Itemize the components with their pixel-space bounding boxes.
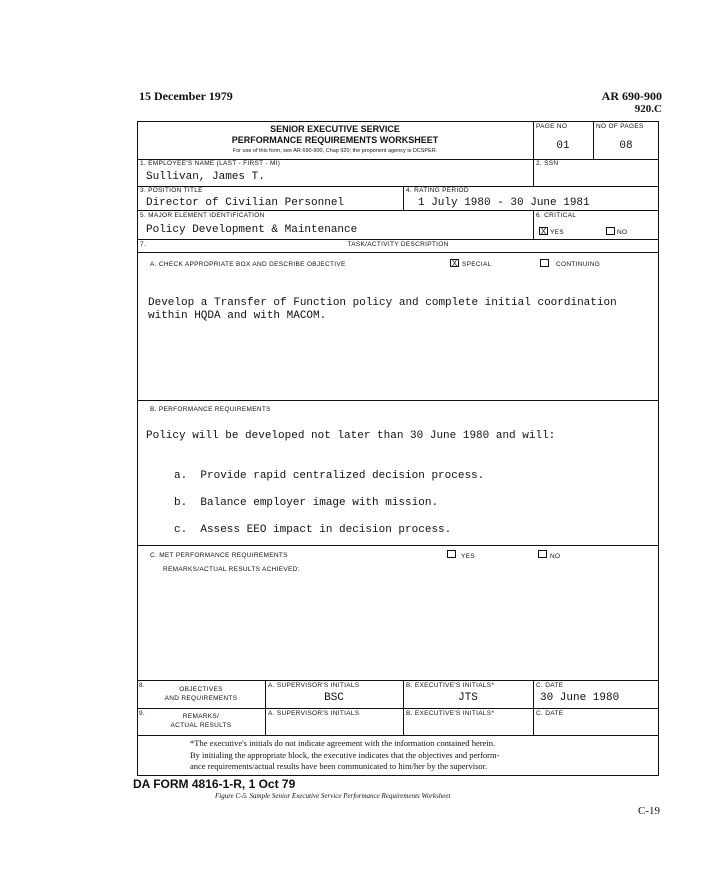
row9-executive-label: B. EXECUTIVE'S INITIALS*: [406, 710, 495, 717]
row9-number: 9.: [139, 710, 146, 717]
form-title-line2: PERFORMANCE REQUIREMENTS WORKSHEET: [231, 135, 439, 145]
met-yes-checkbox[interactable]: [447, 550, 456, 558]
remarks-label: REMARKS/ACTUAL RESULTS ACHIEVED:: [163, 566, 300, 573]
requirement-item: c. Assess EEO impact in decision process.: [174, 523, 452, 536]
task-header: TASK/ACTIVITY DESCRIPTION: [347, 241, 449, 248]
objective-line-1: Develop a Transfer of Function policy and complete initial coordination: [148, 297, 617, 309]
row9-supervisor-label: A. SUPERVISOR'S INITIALS: [268, 710, 360, 717]
requirement-item: b. Balance employer image with mission.: [174, 496, 439, 509]
met-no-checkbox[interactable]: [538, 550, 547, 558]
major-element-label: 5. MAJOR ELEMENT IDENTIFICATION: [140, 212, 265, 219]
position-title-field[interactable]: Director of Civilian Personnel: [146, 197, 345, 209]
footnote-line-3: ance requirements/actual results have been communicated to him/her by the supervisor.: [190, 761, 488, 771]
employee-name-label: 1. EMPLOYEE'S NAME (LAST - FIRST - MI): [140, 160, 281, 167]
critical-label: 6. CRITICAL: [536, 212, 577, 219]
continuing-label: CONTINUING: [556, 261, 601, 268]
objective-label: A. CHECK APPROPRIATE BOX AND DESCRIBE OBJECTIVE: [150, 261, 346, 268]
row8-label-2: AND REQUIREMENTS: [164, 695, 238, 702]
met-no-label: NO: [550, 553, 561, 560]
row8-supervisor-label: A. SUPERVISOR'S INITIALS: [268, 682, 360, 689]
form-border: [137, 121, 659, 776]
major-element-field[interactable]: Policy Development & Maintenance: [146, 224, 358, 236]
row8-date[interactable]: 30 June 1980: [540, 692, 620, 704]
no-of-pages-label: NO OF PAGES: [596, 123, 644, 130]
met-yes-label: YES: [461, 553, 475, 560]
critical-yes-label: YES: [550, 229, 564, 236]
continuing-checkbox[interactable]: [540, 259, 549, 267]
ssn-label: 2. SSN: [536, 160, 559, 167]
row8-supervisor-initials[interactable]: BSC: [324, 692, 344, 704]
requirement-item: a. Provide rapid centralized decision process.: [174, 469, 485, 482]
objective-line-2: within HQDA and with MACOM.: [148, 310, 327, 322]
position-title-label: 3. POSITION TITLE: [140, 187, 203, 194]
requirements-label: B. PERFORMANCE REQUIREMENTS: [150, 406, 271, 413]
row8-label-1: OBJECTIVES: [179, 686, 223, 693]
critical-yes-checkbox[interactable]: X: [540, 227, 547, 236]
row9-label-2: ACTUAL RESULTS: [170, 722, 232, 729]
requirements-intro: Policy will be developed not later than 30 June 1980 and will:: [146, 430, 556, 442]
special-label: SPECIAL: [462, 261, 492, 268]
rating-period-field[interactable]: 1 July 1980 - 30 June 1981: [418, 197, 590, 209]
critical-no-checkbox[interactable]: [606, 227, 615, 235]
page-number: C-19: [638, 805, 660, 817]
row9-label-1: REMARKS/: [182, 713, 220, 720]
footnote-line-1: *The executive's initials do not indicate agreement with the information contained herein.: [190, 738, 496, 748]
rating-period-label: 4. RATING PERIOD: [406, 187, 469, 194]
header-chapter: 920.C: [634, 103, 662, 115]
form-title-line1: SENIOR EXECUTIVE SERVICE: [270, 124, 400, 134]
special-checkbox[interactable]: X: [451, 259, 458, 268]
row8-date-label: C. DATE: [536, 682, 564, 689]
header-regulation: AR 690-900: [601, 89, 662, 103]
footnote-line-2: By initialing the appropriate block, the executive indicates that the objectives and perform-: [190, 749, 500, 760]
met-requirements-label: C. MET PERFORMANCE REQUIREMENTS: [150, 552, 288, 559]
row8-executive-initials[interactable]: JTS: [458, 692, 478, 704]
page-no-label: PAGE NO: [536, 123, 568, 130]
critical-no-label: NO: [617, 229, 628, 236]
task-number: 7.: [140, 241, 147, 248]
header-date: 15 December 1979: [139, 89, 233, 103]
form-id: DA FORM 4816-1-R, 1 Oct 79: [133, 777, 296, 791]
form-usage-note: For use of this form, see AR 690-900, Chap 920; the proponent agency is DCSPER.: [232, 148, 438, 154]
figure-caption: Figure C-5. Sample Senior Executive Service Performance Requirements Worksheet: [215, 792, 451, 800]
row8-number: 8.: [139, 682, 146, 689]
page-no-value: 01: [556, 140, 570, 152]
row9-date-label: C. DATE: [536, 710, 564, 717]
row8-executive-label: B. EXECUTIVE'S INITIALS*: [406, 682, 495, 689]
no-of-pages-value: 08: [619, 140, 633, 152]
employee-name-field[interactable]: Sullivan, James T.: [146, 171, 265, 183]
